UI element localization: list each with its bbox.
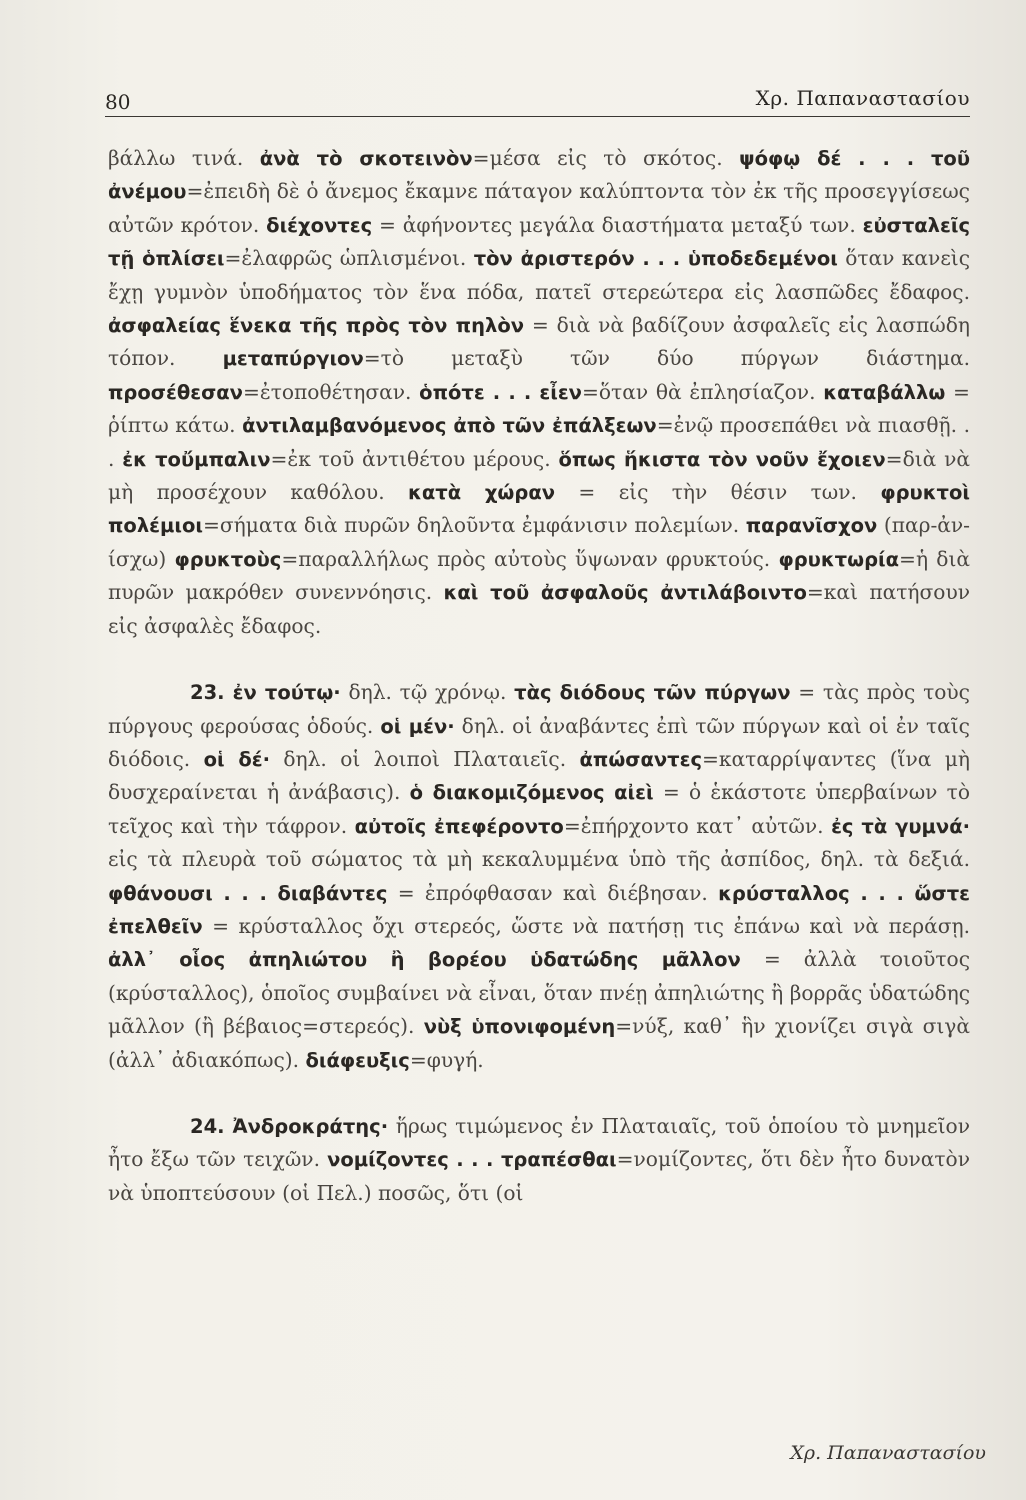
gloss: = ἀφήνοντες μεγάλα διαστήματα μεταξύ των. <box>372 212 863 237</box>
lemma: 24. Ἀνδροκράτης· <box>190 1114 389 1138</box>
gloss: δηλ. τῷ χρόνῳ. <box>340 680 515 705</box>
gloss: =ἡ διὰ πυρῶν μακρόθεν συνεννόησις. <box>108 546 970 605</box>
commentary-text <box>108 142 970 1210</box>
gloss: =διὰ νὰ μὴ προσέχουν καθόλου. <box>108 446 970 505</box>
gloss: = τὰς πρὸς τοὺς πύργους φερούσας ὁδούς. <box>108 680 970 738</box>
lemma: ἀσφαλείας ἕνεκα τῆς πρὸς τὸν πηλὸν <box>108 314 524 338</box>
lemma: καταβάλλω <box>823 380 946 404</box>
gloss: =παραλλήλως πρὸς αὐτοὺς ὕψωναν φρυκτούς. <box>281 546 779 571</box>
lemma: καὶ τοῦ ἀσφαλοῦς ἀντιλάβοιντο <box>443 581 807 605</box>
gloss: δηλ. οἱ ἀναβάντες ἐπὶ τῶν πύργων καὶ οἱ ἐν ταῖς διόδοις. <box>108 713 970 771</box>
gloss: =ἐτοποθέτησαν. <box>242 379 420 404</box>
lemma: νὺξ ὑπονιφομένη <box>423 1015 616 1039</box>
lemma: οἱ δέ· <box>203 747 270 771</box>
gloss: = διὰ νὰ βαδίζουν ἀσφαλεῖς εἰς λασπώδη τόπον. <box>108 313 970 371</box>
lemma: παρανῖσχον <box>745 514 878 538</box>
gloss: =καὶ πατήσουν εἰς ἀσφαλὲς ἔδαφος. <box>108 580 970 638</box>
lemma: ἐκ τοὔμπαλιν <box>122 447 271 471</box>
gloss: =τὸ μεταξὺ τῶν δύο πύργων διάστημα. <box>363 346 970 371</box>
lemma: μεταπύργιον <box>222 347 364 371</box>
lemma: οἱ μέν· <box>380 714 455 738</box>
lemma: ἀπώσαντες <box>579 747 703 771</box>
gloss: = ἀλλὰ τοιοῦτος (κρύσταλλος), ὁποῖος συμβαίνει νὰ εἶναι, ὅταν πνέῃ ἀπηλιώτης ἢ βορρᾶς ὑδατώδης μᾶλλον (ἢ βέβαιος=στερεός). <box>108 947 970 1039</box>
gloss: εἰς τὰ πλευρὰ τοῦ σώματος τὰ μὴ κεκαλυμμένα ὑπὸ τῆς ἀσπίδος, δηλ. τὰ δεξιά. <box>108 847 970 872</box>
lemma: ὁπότε . . . εἶεν <box>419 380 582 404</box>
lemma: ἀντιλαμβανόμενος ἀπὸ τῶν ἐπάλξεων <box>242 414 657 438</box>
paragraph <box>108 142 970 643</box>
gloss: =ἐπειδὴ δὲ ὁ ἄνεμος ἔκαμνε πάταγον καλύπτοντα τὸν ἐκ τῆς προσεγγίσεως αὐτῶν κρότον. <box>108 179 970 237</box>
gloss: = ὁ ἑκάστοτε ὑπερβαίνων τὸ τεῖχος καὶ τὴν τάφρον. <box>108 780 970 838</box>
gloss: βάλλω τινά. <box>108 146 260 170</box>
lemma: φρυκτοὺς <box>174 547 282 571</box>
gloss: = εἰς τὴν θέσιν των. <box>555 480 881 505</box>
gloss: =φυγή. <box>409 1047 484 1072</box>
gloss: =ἐπήρχοντο κατ᾽ αὐτῶν. <box>563 813 832 838</box>
gloss: =ἐλαφρῶς ὡπλισμένοι. <box>224 246 474 271</box>
lemma: ἀλλ᾽ οἷος ἀπηλιώτου ἢ βορέου ὑδατώδης μᾶλλον <box>108 948 741 972</box>
lemma: τὰς διόδους τῶν πύργων <box>514 681 791 705</box>
lemma: εὐσταλεῖς τῇ ὁπλίσει <box>108 213 971 271</box>
paragraph <box>108 1110 970 1210</box>
lemma: διάφευξις <box>305 1048 410 1072</box>
gloss: = ῥίπτω κάτω. <box>108 379 970 438</box>
gloss: =καταρρίψαντες (ἵνα μὴ δυσχεραίνεται ἡ ἀνάβασις). <box>108 746 970 805</box>
lemma: αὐτοῖς ἐπεφέροντο <box>354 814 564 838</box>
page-header <box>105 78 970 117</box>
lemma: κατὰ χώραν <box>408 481 556 505</box>
lemma: τὸν ἀριστερόν . . . ὑποδεδεμένοι <box>473 247 838 271</box>
lemma: ψόφῳ δέ . . . τοῦ ἀνέμου <box>108 147 970 204</box>
lemma: ὁ διακομιζόμενος αἰεὶ <box>409 781 654 805</box>
lemma: ὅπως ἥκιστα τὸν νοῦν ἔχοιεν <box>558 447 886 471</box>
gloss: =νομίζοντες, ὅτι δὲν ἦτο δυνατὸν νὰ ὑποπτεύσουν (οἱ Πελ.) ποσῶς, ὅτι (οἱ <box>108 1147 970 1205</box>
lemma: προσέθεσαν <box>108 380 243 404</box>
gloss: δηλ. οἱ λοιποὶ Πλαταιεῖς. <box>269 746 580 771</box>
gloss: =νύξ, καθ᾽ ἣν χιονίζει σιγὰ σιγὰ (ἀλλ᾽ ἀδιακόπως). <box>108 1014 970 1072</box>
gloss: = ἐπρόφθασαν καὶ διέβησαν. <box>387 880 719 905</box>
footer-signature: Χρ. Παπαναστασίου <box>790 1442 986 1464</box>
gloss: =ὅταν θὰ ἐπλησίαζον. <box>581 379 824 404</box>
gloss: ὅταν κανεὶς ἔχῃ γυμνὸν ὑποδήματος τὸν ἕνα πόδα, πατεῖ στερεώτερα εἰς λασπῶδες ἔδαφος. <box>108 246 970 304</box>
gloss: (παρ-ἀν-ίσχω) <box>108 513 971 571</box>
gloss: =σήματα διὰ πυρῶν δηλοῦντα ἐμφάνισιν πολεμίων. <box>202 513 746 538</box>
page-number: 80 <box>105 90 131 114</box>
lemma: διέχοντες <box>266 213 373 237</box>
lemma: ἀνὰ τὸ σκοτεινὸν <box>259 147 473 170</box>
gloss: = κρύσταλλος ὄχι στερεός, ὥστε νὰ πατήσῃ τις ἐπάνω καὶ νὰ περάσῃ. <box>202 913 970 938</box>
lemma: ἐς τὰ γυμνά· <box>831 814 970 838</box>
gloss: =μέσα εἰς τὸ σκότος. <box>472 146 740 170</box>
gloss: ἥρως τιμώμενος ἐν Πλαταιαῖς, τοῦ ὁποίου τὸ μνημεῖον ἦτο ἔξω τῶν τειχῶν. <box>108 1113 970 1172</box>
paragraph <box>108 676 970 1077</box>
lemma: νομίζοντες . . . τραπέσθαι <box>327 1148 617 1172</box>
lemma: 23. ἐν τούτῳ· <box>190 681 341 705</box>
lemma: φρυκτοὶ πολέμιοι <box>108 481 971 538</box>
running-head: Χρ. Παπαναστασίου <box>755 86 970 110</box>
gloss: =ἐνῷ προσεπάθει νὰ πιασθῇ. . . <box>108 413 970 471</box>
gloss: =ἐκ τοῦ ἀντιθέτου μέρους. <box>270 446 559 471</box>
lemma: κρύσταλλος . . . ὥστε ἐπελθεῖν <box>108 881 970 938</box>
lemma: φθάνουσι . . . διαβάντες <box>108 881 388 905</box>
lemma: φρυκτωρία <box>778 547 900 571</box>
